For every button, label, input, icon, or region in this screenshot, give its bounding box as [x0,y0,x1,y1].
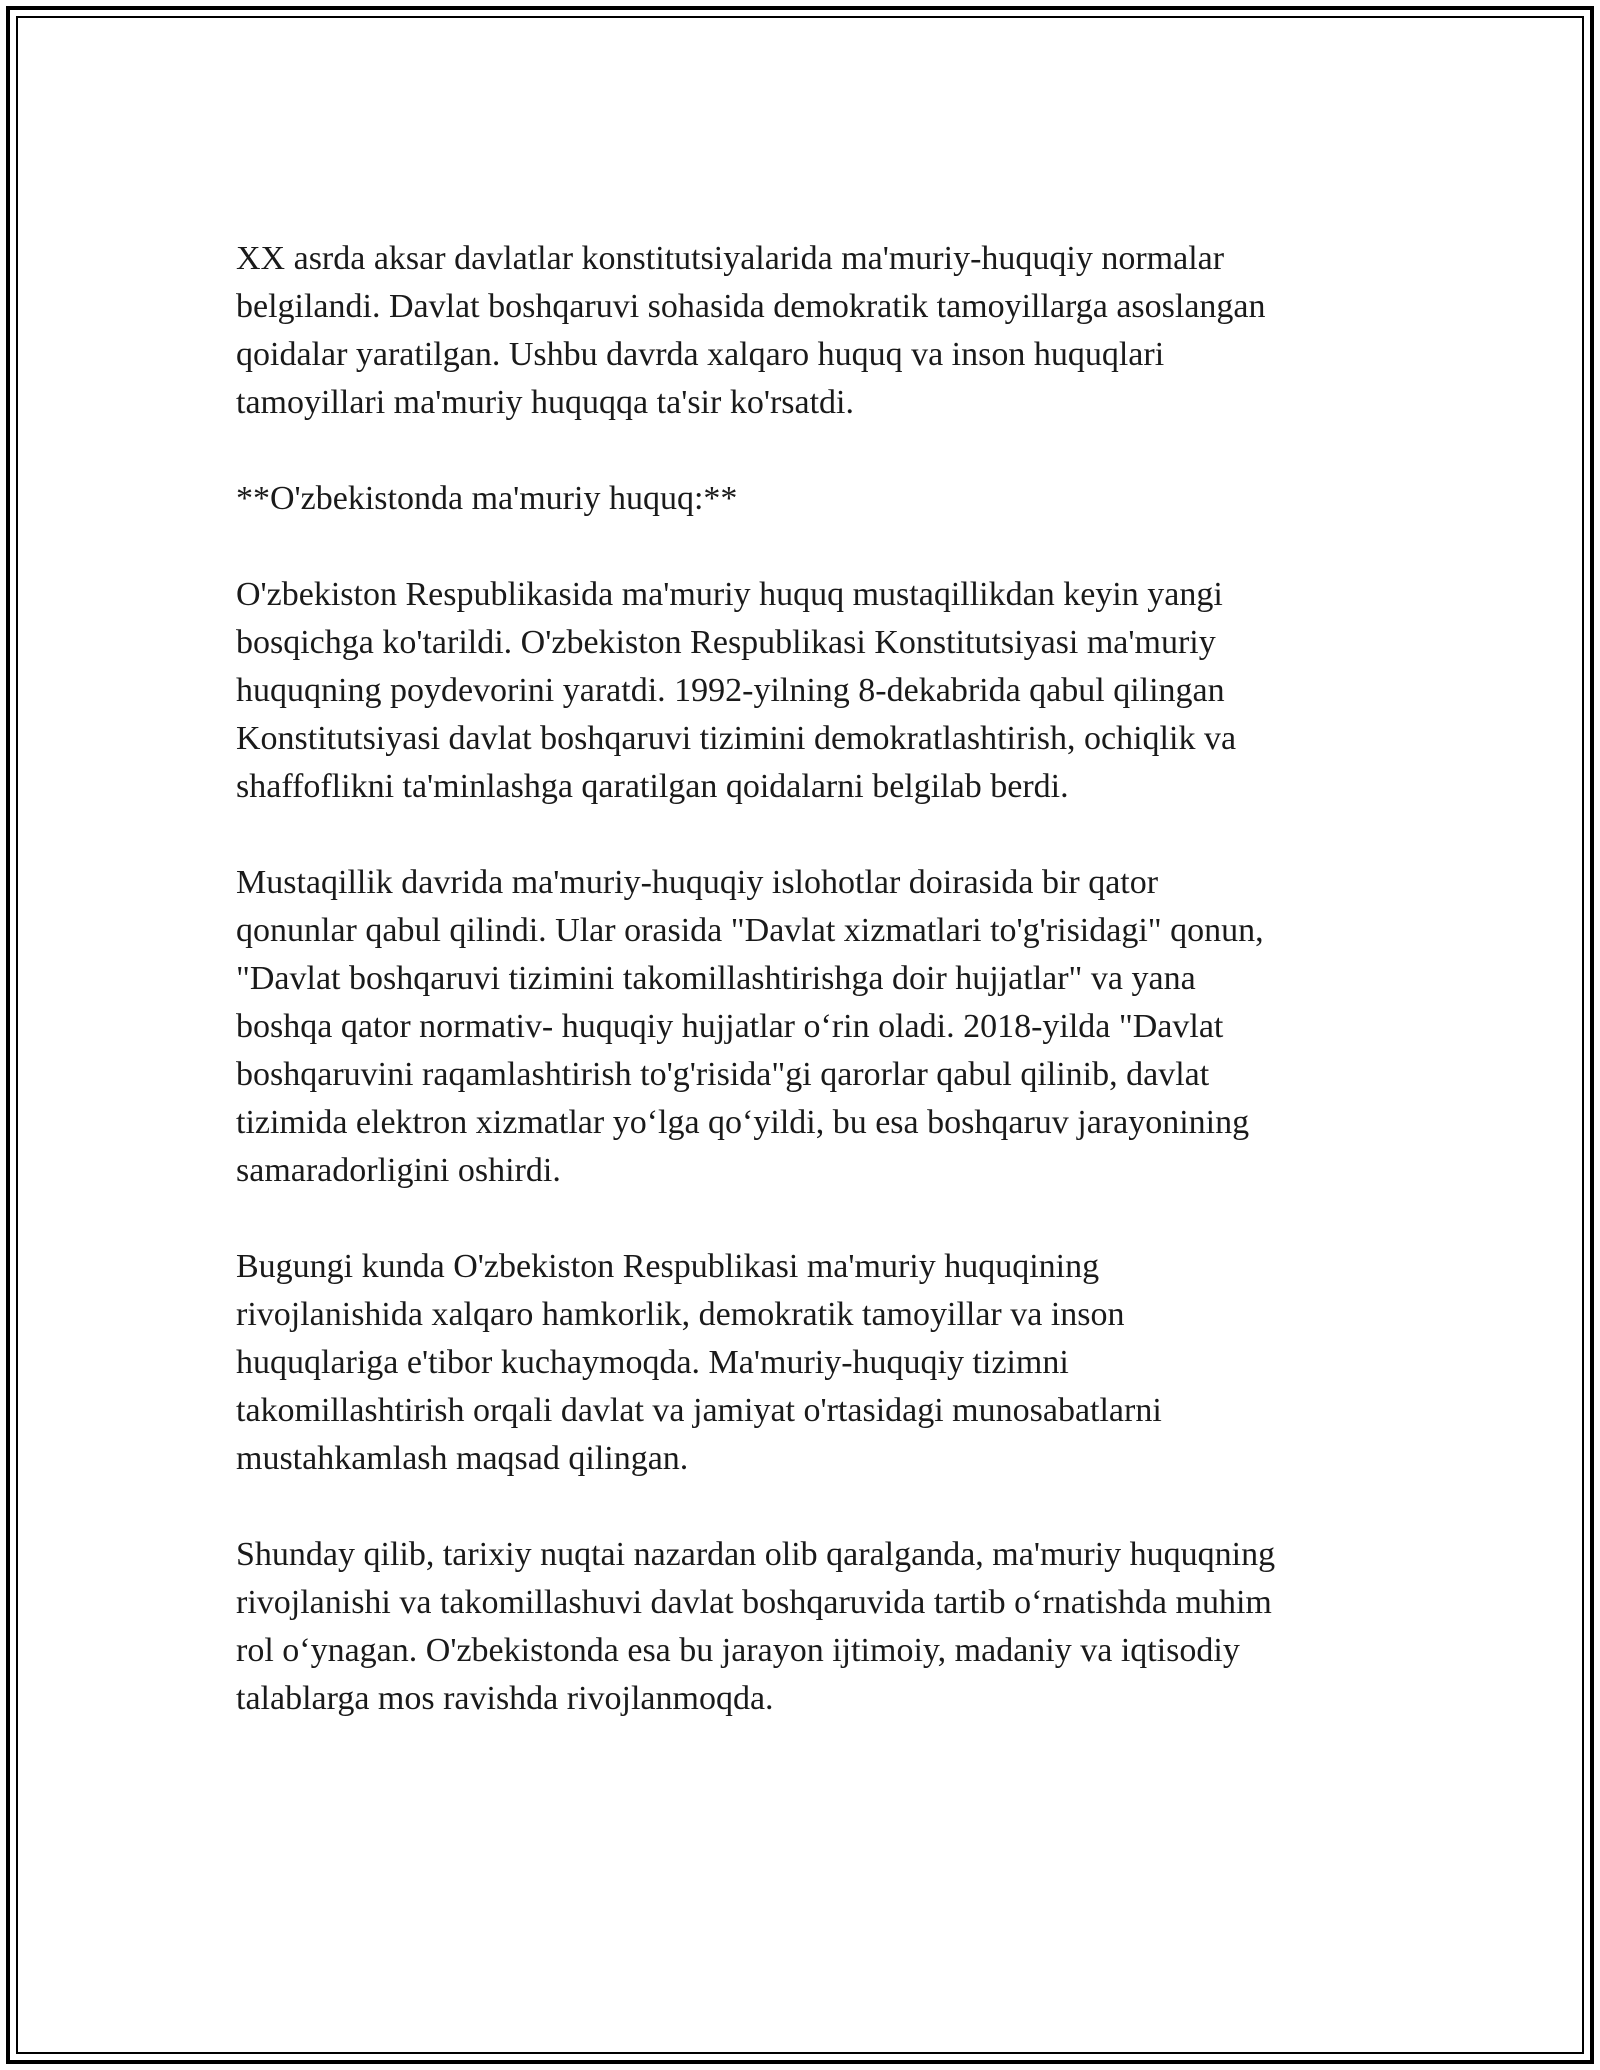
text-line: huquqlariga e'tibor kuchaymoqda. Ma'muriy-huquqiy tizimni [236,1344,1069,1381]
text-line: huquqning poydevorini yaratdi. 1992-yilning 8-dekabrida qabul qilingan [236,672,1225,709]
document-body [236,235,1376,1771]
text-line: XX asrda aksar davlatlar konstitutsiyalarida ma'muriy-huquqiy normalar [236,240,1225,277]
text-line: O'zbekiston Respublikasida ma'muriy huquq mustaqillikdan keyin yangi [236,576,1223,613]
paragraph-today [236,1243,1376,1483]
text-line: Bugungi kunda O'zbekiston Respublikasi ma'muriy huquqining [236,1248,1100,1285]
paragraph-conclusion [236,1531,1376,1723]
text-line: shaffoflikni ta'minlashga qaratilgan qoidalarni belgilab berdi. [236,768,1069,805]
text-line: Konstitutsiyasi davlat boshqaruvi tizimini demokratlashtirish, ochiqlik va [236,720,1237,757]
text-line: boshqaruvini raqamlashtirish to'g'risida"gi qarorlar qabul qilinib, davlat [236,1056,1210,1093]
text-line: Shunday qilib, tarixiy nuqtai nazardan olib qaralganda, ma'muriy huquqning [236,1536,1276,1573]
text-line: tizimida elektron xizmatlar yo‘lga qo‘yildi, bu esa boshqaruv jarayonining [236,1104,1250,1141]
text-line: tamoyillari ma'muriy huquqqa ta'sir ko'rsatdi. [236,384,854,421]
text-line: bosqichga ko'tarildi. O'zbekiston Respublikasi Konstitutsiyasi ma'muriy [236,624,1216,661]
heading-line: **O'zbekistonda ma'muriy huquq:** [236,480,738,517]
text-line: boshqa qator normativ- huquqiy hujjatlar o‘rin oladi. 2018-yilda "Davlat [236,1008,1224,1045]
text-line: takomillashtirish orqali davlat va jamiyat o'rtasidagi munosabatlarni [236,1392,1162,1429]
text-line: rivojlanishi va takomillashuvi davlat boshqaruvida tartib o‘rnatishda muhim [236,1584,1272,1621]
section-heading [236,475,1376,523]
paragraph-intro [236,235,1376,427]
text-line: rol o‘ynagan. O'zbekistonda esa bu jarayon ijtimoiy, madaniy va iqtisodiy [236,1632,1240,1669]
text-line: "Davlat boshqaruvi tizimini takomillashtirishga doir hujjatlar" va yana [236,960,1196,997]
text-line: Mustaqillik davrida ma'muriy-huquqiy islohotlar doirasida bir qator [236,864,1159,901]
text-line: rivojlanishida xalqaro hamkorlik, demokratik tamoyillar va inson [236,1296,1125,1333]
text-line: qonunlar qabul qilindi. Ular orasida "Davlat xizmatlari to'g'risidagi" qonun, [236,912,1264,949]
text-line: mustahkamlash maqsad qilingan. [236,1440,689,1477]
text-line: qoidalar yaratilgan. Ushbu davrda xalqaro huquq va inson huquqlari [236,336,1165,373]
text-line: samaradorligini oshirdi. [236,1152,561,1189]
text-line: talablarga mos ravishda rivojlanmoqda. [236,1680,774,1717]
text-line: belgilandi. Davlat boshqaruvi sohasida demokratik tamoyillarga asoslangan [236,288,1266,325]
paragraph-reforms [236,859,1376,1195]
paragraph-constitution [236,571,1376,811]
